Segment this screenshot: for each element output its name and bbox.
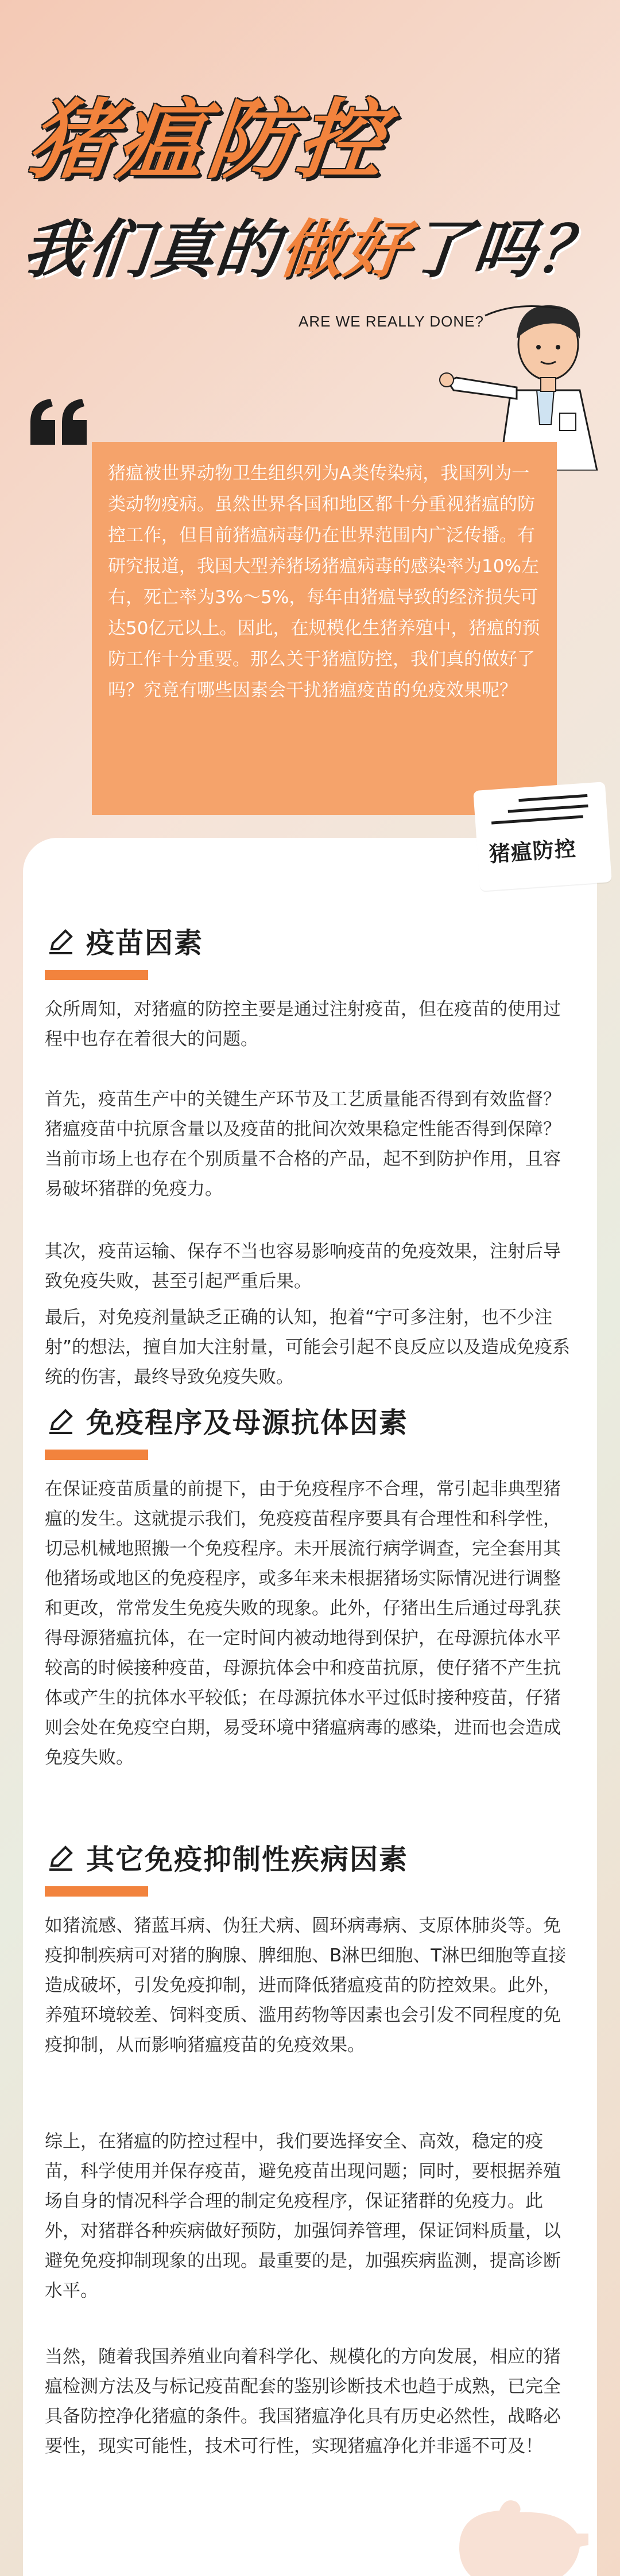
decorative-swoosh bbox=[482, 298, 563, 321]
pen-icon bbox=[46, 1843, 76, 1872]
intro-text: 猪瘟被世界动物卫生组织列为A类传染病，我国列为一类动物疫病。虽然世界各国和地区都十分重视猪瘟的防控工作，但目前猪瘟病毒仍在世界范围内广泛传播。有研究报道，我国大型养猪场猪瘟病毒的感染率为10%左右，死亡率为3%～5%，每年由猪瘟导致的经济损失可达50亿元以上。因此，在规模化生猪养殖中，猪瘟的预防工作十分重要。那么关于猪瘟防控，我们真的做好了吗？究竟有哪些因素会干扰猪瘟疫苗的免疫效果呢？ bbox=[108, 463, 540, 701]
paragraph: 综上，在猪瘟的防控过程中，我们要选择安全、高效，稳定的疫苗，科学使用并保存疫苗，避免疫苗出现问题；同时，要根据养殖场自身的情况科学合理的制定免疫程序，保证猪群的免疫力。此外，对猪群各种疾病做好预防，加强饲养管理，保证饲料质量，以避免免疫抑制现象的出现。最重要的是，加强疾病监测，提高诊断水平。 bbox=[45, 2131, 561, 2301]
section-title: 其它免疫抑制性疾病因素 bbox=[86, 1843, 409, 1876]
paragraph: 当然，随着我国养殖业向着科学化、规模化的方向发展，相应的猪瘟检测方法及与标记疫苗配套的鉴别诊断技术也趋于成熟，已完全具备防控净化猪瘟的条件。我国猪瘟净化具有历史必然性，战略必要性，现实可能性，技术可行性，实现猪瘟净化并非遥不可及！ bbox=[45, 2346, 561, 2457]
stamp-label: 猪瘟防控 bbox=[488, 836, 578, 867]
section-underline bbox=[45, 1886, 148, 1897]
section-underline bbox=[45, 1450, 148, 1460]
subtitle-post: 了吗？ bbox=[405, 213, 606, 286]
paragraph: 在保证疫苗质量的前提下，由于免疫程序不合理，常引起非典型猪瘟的发生。这就提示我们，免疫疫苗程序要具有合理性和科学性，切忌机械地照搬一个免疫程序。未开展流行病学调查，完全套用其他猪场或地区的免疫程序，或多年来未根据猪场实际情况进行调整和更改，常常发生免疫失败的现象。此外，仔猪出生后通过母乳获得母源猪瘟抗体，在一定时间内被动地得到保护，在母源抗体水平较高的时候接种疫苗，母源抗体会中和疫苗抗原，使仔猪不产生抗体或产生的抗体水平较低；在母源抗体水平过低时接种疫苗，仔猪则会处在免疫空白期，易受环境中猪瘟病毒的感染，进而也会造成免疫失败。 bbox=[45, 1479, 561, 1768]
stamp-decoration bbox=[484, 789, 601, 832]
section-header-immunosuppressive bbox=[46, 1837, 408, 1878]
subtitle-pre: 我们真的 bbox=[19, 213, 284, 286]
section-title: 疫苗因素 bbox=[86, 927, 204, 959]
intro-box bbox=[92, 442, 557, 815]
paragraph: 首先，疫苗生产中的关键生产环节及工艺质量能否得到有效监督？猪瘟疫苗中抗原含量以及疫苗的批间次效果稳定性能否得到保障？当前市场上也存在个别质量不合格的产品，起不到防护作用，且容易破坏猪群的免疫力。 bbox=[45, 1089, 561, 1199]
subtitle-highlight: 做好 bbox=[276, 213, 413, 286]
pig-silhouette-icon bbox=[448, 2479, 597, 2576]
section-underline bbox=[45, 970, 148, 980]
paragraph: 最后，对免疫剂量缺乏正确的认知，抱着“宁可多注射，也不少注射”的想法，擅自加大注射量，可能会引起不良反应以及造成免疫系统的伤害，最终导致免疫失败。 bbox=[45, 1307, 571, 1388]
section-title: 免疫程序及母源抗体因素 bbox=[86, 1406, 409, 1439]
paragraph: 其次，疫苗运输、保存不当也容易影响疫苗的免疫效果，注射后导致免疫失败，甚至引起严重后果。 bbox=[45, 1241, 561, 1292]
page-subtitle bbox=[19, 213, 606, 286]
paragraph: 众所周知，对猪瘟的防控主要是通过注射疫苗，但在疫苗的使用过程中也存在着很大的问题。 bbox=[45, 999, 561, 1050]
section-header-vaccine bbox=[46, 921, 203, 961]
pen-icon bbox=[46, 1406, 76, 1436]
pen-icon bbox=[46, 926, 76, 956]
topic-stamp bbox=[473, 782, 612, 891]
subtitle-english: ARE WE REALLY DONE? bbox=[299, 313, 484, 330]
paragraph: 如猪流感、猪蓝耳病、伪狂犬病、圆环病毒病、支原体肺炎等。免疫抑制疾病可对猪的胸腺、脾细胞、B淋巴细胞、T淋巴细胞等直接造成破坏，引发免疫抑制，进而降低猪瘟疫苗的防控效果。此外，养殖环境较差、饲料变质、滥用药物等因素也会引发不同程度的免疫抑制，从而影响猪瘟疫苗的免疫效果。 bbox=[45, 1916, 567, 2056]
quote-icon bbox=[28, 396, 91, 448]
page-title: 猪瘟防控 bbox=[23, 91, 393, 191]
section-header-immune-program bbox=[46, 1401, 408, 1441]
